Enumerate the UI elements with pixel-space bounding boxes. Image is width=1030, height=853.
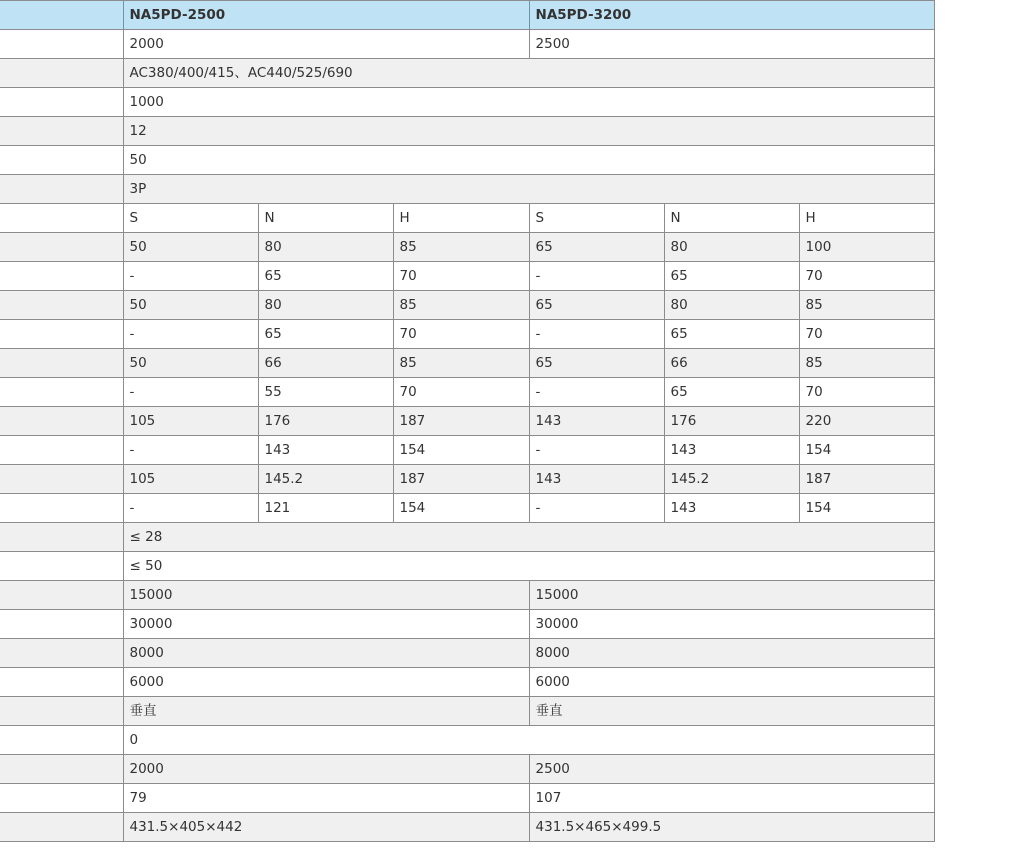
row-label-cell [0, 755, 123, 784]
table-row [0, 813, 934, 842]
value-cell: 70 [799, 378, 934, 407]
row-label-cell [0, 552, 123, 581]
header-label-cell [0, 1, 123, 30]
value-cell-model-b: 15000 [529, 581, 934, 610]
value-cell: 80 [258, 233, 393, 262]
table-row [0, 552, 934, 581]
row-label-cell [0, 59, 123, 88]
value-cell: - [123, 320, 258, 349]
value-cell: 80 [258, 291, 393, 320]
row-label-cell [0, 175, 123, 204]
value-cell-model-b: 431.5×465×499.5 [529, 813, 934, 842]
value-cell: 80 [664, 291, 799, 320]
value-cell: 65 [664, 320, 799, 349]
row-label-cell [0, 436, 123, 465]
row-label-cell [0, 117, 123, 146]
value-cell: 145.2 [258, 465, 393, 494]
value-cell: N [664, 204, 799, 233]
value-cell: 105 [123, 465, 258, 494]
table-row [0, 639, 934, 668]
value-cell: - [529, 436, 664, 465]
value-cell-model-b: 2500 [529, 30, 934, 59]
value-cell: 145.2 [664, 465, 799, 494]
value-cell: 154 [799, 436, 934, 465]
table-row [0, 59, 934, 88]
value-cell: 50 [123, 233, 258, 262]
value-cell-model-b: 2500 [529, 755, 934, 784]
row-label-cell [0, 262, 123, 291]
value-cell: 187 [393, 465, 529, 494]
row-label-cell [0, 581, 123, 610]
row-label-cell [0, 378, 123, 407]
value-cell: - [529, 378, 664, 407]
table-row [0, 784, 934, 813]
table-row [0, 755, 934, 784]
value-cell: 55 [258, 378, 393, 407]
spec-table-body [0, 1, 934, 842]
value-cell-both: ≤ 28 [123, 523, 934, 552]
table-row [0, 88, 934, 117]
value-cell: N [258, 204, 393, 233]
value-cell-both: 3P [123, 175, 934, 204]
value-cell-model-b: 垂直 [529, 697, 934, 726]
value-cell-model-b: 107 [529, 784, 934, 813]
value-cell-model-a: 垂直 [123, 697, 529, 726]
value-cell: 143 [664, 494, 799, 523]
table-row [0, 523, 934, 552]
table-row [0, 610, 934, 639]
value-cell-model-b: 6000 [529, 668, 934, 697]
row-label-cell [0, 784, 123, 813]
value-cell-model-a: 2000 [123, 30, 529, 59]
table-row [0, 320, 934, 349]
value-cell-both: 0 [123, 726, 934, 755]
value-cell: 70 [393, 262, 529, 291]
value-cell-model-a: 15000 [123, 581, 529, 610]
header-model-b: NA5PD-3200 [529, 1, 934, 30]
value-cell: 70 [393, 378, 529, 407]
value-cell-model-b: 8000 [529, 639, 934, 668]
table-row [0, 726, 934, 755]
value-cell-model-a: 79 [123, 784, 529, 813]
row-label-cell [0, 523, 123, 552]
value-cell: 70 [393, 320, 529, 349]
row-label-cell [0, 88, 123, 117]
row-label-cell [0, 610, 123, 639]
table-row [0, 291, 934, 320]
value-cell: 85 [799, 291, 934, 320]
value-cell: 143 [529, 465, 664, 494]
value-cell: 176 [258, 407, 393, 436]
value-cell: 154 [393, 436, 529, 465]
value-cell: 85 [393, 291, 529, 320]
row-label-cell [0, 697, 123, 726]
table-row [0, 262, 934, 291]
value-cell: - [123, 262, 258, 291]
value-cell-both: 1000 [123, 88, 934, 117]
value-cell: - [529, 494, 664, 523]
value-cell-both: ≤ 50 [123, 552, 934, 581]
value-cell-model-a: 6000 [123, 668, 529, 697]
header-model-a: NA5PD-2500 [123, 1, 529, 30]
value-cell: 65 [258, 320, 393, 349]
row-label-cell [0, 349, 123, 378]
value-cell: 65 [664, 378, 799, 407]
row-label-cell [0, 204, 123, 233]
value-cell: 154 [393, 494, 529, 523]
value-cell: 66 [258, 349, 393, 378]
row-label-cell [0, 291, 123, 320]
value-cell: H [799, 204, 934, 233]
table-row [0, 349, 934, 378]
table-row [0, 436, 934, 465]
table-row [0, 204, 934, 233]
value-cell: 50 [123, 291, 258, 320]
value-cell: 176 [664, 407, 799, 436]
value-cell: 65 [529, 291, 664, 320]
value-cell: 220 [799, 407, 934, 436]
value-cell: - [123, 378, 258, 407]
value-cell: - [529, 320, 664, 349]
value-cell: S [123, 204, 258, 233]
value-cell-model-a: 30000 [123, 610, 529, 639]
table-row [0, 146, 934, 175]
value-cell: 143 [529, 407, 664, 436]
row-label-cell [0, 465, 123, 494]
value-cell-both: 12 [123, 117, 934, 146]
value-cell: 65 [529, 349, 664, 378]
value-cell-model-a: 431.5×405×442 [123, 813, 529, 842]
value-cell-both: 50 [123, 146, 934, 175]
row-label-cell [0, 407, 123, 436]
value-cell: 85 [799, 349, 934, 378]
table-row [0, 465, 934, 494]
value-cell: 65 [258, 262, 393, 291]
table-row [0, 233, 934, 262]
value-cell: 70 [799, 262, 934, 291]
value-cell-both: AC380/400/415、AC440/525/690 [123, 59, 934, 88]
value-cell: 154 [799, 494, 934, 523]
row-label-cell [0, 146, 123, 175]
value-cell: 187 [393, 407, 529, 436]
table-row [0, 117, 934, 146]
value-cell: 85 [393, 233, 529, 262]
value-cell: 187 [799, 465, 934, 494]
table-row [0, 697, 934, 726]
row-label-cell [0, 668, 123, 697]
value-cell-model-a: 2000 [123, 755, 529, 784]
value-cell: H [393, 204, 529, 233]
value-cell: - [123, 494, 258, 523]
value-cell: 65 [664, 262, 799, 291]
value-cell: 66 [664, 349, 799, 378]
value-cell: - [529, 262, 664, 291]
table-row [0, 407, 934, 436]
value-cell-model-a: 8000 [123, 639, 529, 668]
value-cell: 100 [799, 233, 934, 262]
row-label-cell [0, 233, 123, 262]
value-cell: 65 [529, 233, 664, 262]
table-row [0, 668, 934, 697]
row-label-cell [0, 30, 123, 59]
value-cell: 121 [258, 494, 393, 523]
value-cell: 143 [258, 436, 393, 465]
row-label-cell [0, 726, 123, 755]
table-header-row [0, 1, 934, 30]
table-row [0, 175, 934, 204]
value-cell: 85 [393, 349, 529, 378]
value-cell: 50 [123, 349, 258, 378]
row-label-cell [0, 320, 123, 349]
value-cell: 143 [664, 436, 799, 465]
value-cell: S [529, 204, 664, 233]
table-row [0, 494, 934, 523]
value-cell: - [123, 436, 258, 465]
table-row [0, 378, 934, 407]
row-label-cell [0, 494, 123, 523]
value-cell-model-b: 30000 [529, 610, 934, 639]
value-cell: 70 [799, 320, 934, 349]
row-label-cell [0, 639, 123, 668]
table-row [0, 30, 934, 59]
table-row [0, 581, 934, 610]
value-cell: 80 [664, 233, 799, 262]
row-label-cell [0, 813, 123, 842]
value-cell: 105 [123, 407, 258, 436]
